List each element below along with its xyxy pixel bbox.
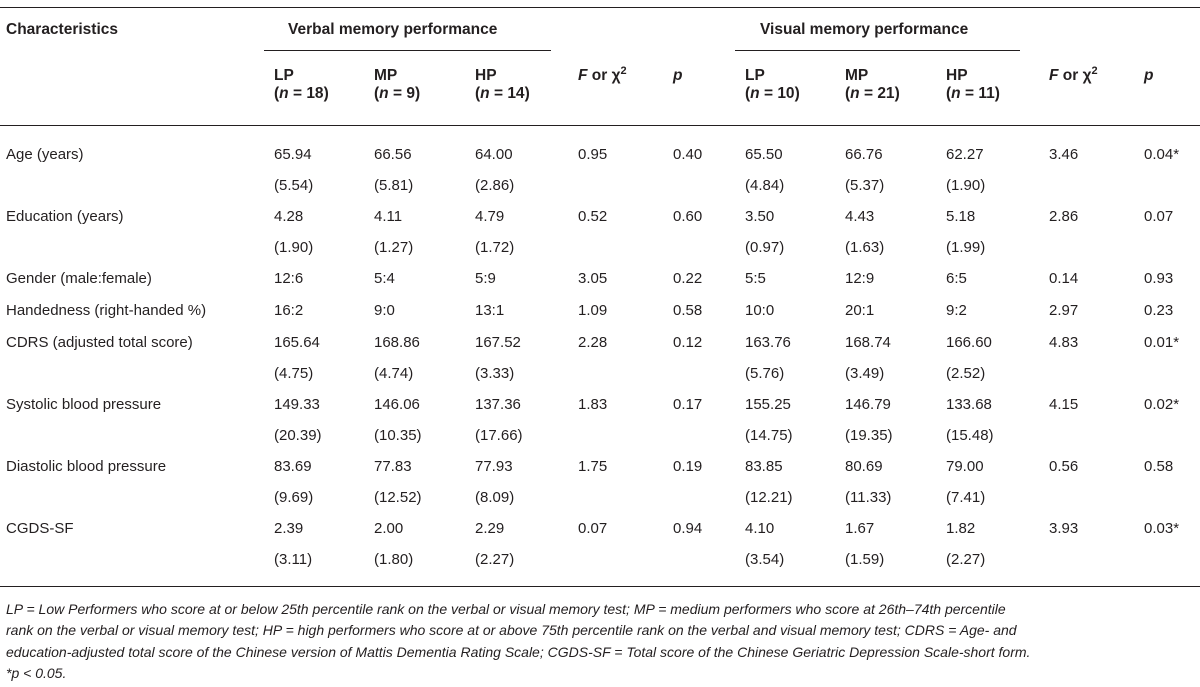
table-cell: 12:9 (845, 270, 875, 287)
table-cell-sd: (2.52) (946, 365, 986, 382)
table-cell-sd: (12.21) (745, 489, 793, 506)
table-cell-sd: (1.59) (845, 551, 885, 568)
table-cell: 0.22 (673, 270, 703, 287)
table-cell: 1.83 (578, 396, 608, 413)
table-cell-sd: (4.75) (274, 365, 314, 382)
table-cell: 6:5 (946, 270, 967, 287)
visual-group-header: Visual memory performance (760, 21, 969, 38)
table-cell: 64.00 (475, 146, 513, 163)
table-cell-sd: (0.97) (745, 239, 785, 256)
top-rule (0, 7, 1200, 8)
row-label: Age (years) (6, 146, 84, 163)
table-cell: 165.64 (274, 334, 320, 351)
table-cell-sd: (3.54) (745, 551, 785, 568)
table-bottom-rule (0, 586, 1200, 587)
table-cell: 3.50 (745, 208, 775, 225)
table-cell-sd: (1.27) (374, 239, 414, 256)
header-bottom-rule (0, 125, 1200, 126)
table-cell: 0.23 (1144, 302, 1174, 319)
table-cell: 0.94 (673, 520, 703, 537)
table-cell: 0.58 (1144, 458, 1174, 475)
table-cell-sd: (8.09) (475, 489, 515, 506)
table-cell: 0.93 (1144, 270, 1174, 287)
table-cell: 0.02* (1144, 396, 1180, 413)
table-cell-sd: (5.81) (374, 177, 414, 194)
table-cell: 2.28 (578, 334, 608, 351)
characteristics-header: Characteristics (6, 21, 119, 38)
table-cell: 4.28 (274, 208, 304, 225)
table-cell-sd: (3.11) (274, 551, 313, 568)
table-cell-sd: (15.48) (946, 427, 994, 444)
table-cell: 83.69 (274, 458, 312, 475)
table-cell-sd: (20.39) (274, 427, 322, 444)
table-cell: 167.52 (475, 334, 521, 351)
table-cell-sd: (11.33) (845, 489, 892, 506)
row-label: Handedness (right-handed %) (6, 302, 207, 319)
footnote-line: LP = Low Performers who score at or below 25th percentile rank on the verbal or visual memory test; MP = medium performers who score at 26th–74th percentile (6, 601, 1006, 617)
table-cell-sd: (1.90) (946, 177, 986, 194)
table-cell-sd: (5.76) (745, 365, 785, 382)
row-label: Education (years) (6, 208, 124, 225)
table-cell-sd: (5.37) (845, 177, 885, 194)
verbal-p-header: p (673, 67, 683, 84)
table-cell-sd: (5.54) (274, 177, 314, 194)
table-cell: 4.11 (374, 208, 403, 225)
table-cell: 0.14 (1049, 270, 1079, 287)
table-cell: 146.79 (845, 396, 891, 413)
visual-hp-header: HP (n = 11) (946, 67, 1000, 102)
table-cell: 1.75 (578, 458, 608, 475)
verbal-stat-header: F or $\chi^2$ (578, 65, 627, 84)
table-cell: 9:0 (374, 302, 395, 319)
footnote-line: rank on the verbal or visual memory test; HP = high performers who score at or above 75th percentile rank on the verbal and visual memory test; CDRS = Age- and (6, 622, 1017, 639)
table-cell-sd: (1.80) (374, 551, 414, 568)
table-cell-sd: (1.63) (845, 239, 885, 256)
table-cell-sd: (1.72) (475, 239, 515, 256)
table-cell: 2.86 (1049, 208, 1079, 225)
table-cell-sd: (2.86) (475, 177, 515, 194)
table-cell: 0.03* (1144, 520, 1180, 537)
table-cell: 4.43 (845, 208, 875, 225)
table-cell: 133.68 (946, 396, 992, 413)
row-label: Systolic blood pressure (6, 396, 162, 413)
table-cell: 1.67 (845, 520, 875, 537)
table-cell: 5.18 (946, 208, 976, 225)
table-cell-sd: (7.41) (946, 489, 986, 506)
footnote-line: *p < 0.05. (6, 664, 67, 681)
table-cell: 0.07 (578, 520, 608, 537)
table-cell: 149.33 (274, 396, 320, 413)
table-cell: 16:2 (274, 302, 304, 319)
row-label: CGDS-SF (6, 520, 74, 537)
row-label: Gender (male:female) (6, 270, 152, 287)
table-cell: 0.56 (1049, 458, 1079, 475)
table-cell-sd: (12.52) (374, 489, 422, 506)
table-cell: 77.83 (374, 458, 412, 475)
table-cell: 1.09 (578, 302, 608, 319)
table-cell-sd: (19.35) (845, 427, 893, 444)
table-cell: 2.00 (374, 520, 404, 537)
visual-stat-header: F or $\chi^2$ (1049, 65, 1098, 84)
table-cell: 4.79 (475, 208, 505, 225)
table-cell: 3.93 (1049, 520, 1079, 537)
table-cell-sd: (4.84) (745, 177, 785, 194)
table-cell: 5:5 (745, 270, 766, 287)
verbal-group-header: Verbal memory performance (288, 21, 498, 38)
table-cell: 3.46 (1049, 146, 1079, 163)
table-cell: 0.07 (1144, 208, 1174, 225)
table-cell: 80.69 (845, 458, 883, 475)
table-cell: 4.15 (1049, 396, 1079, 413)
table-cell: 0.04* (1144, 146, 1180, 163)
table-cell: 12:6 (274, 270, 304, 287)
table-cell: 66.56 (374, 146, 412, 163)
table-cell-sd: (1.90) (274, 239, 314, 256)
table-cell: 0.95 (578, 146, 608, 163)
verbal-mp-header: MP (n = 9) (374, 67, 421, 102)
table-cell: 2.97 (1049, 302, 1079, 319)
table-cell: 5:4 (374, 270, 395, 287)
table-cell: 1.82 (946, 520, 976, 537)
table-cell: 137.36 (475, 396, 521, 413)
table-cell: 77.93 (475, 458, 513, 475)
table-cell: 0.40 (673, 146, 703, 163)
table-cell: 0.01* (1144, 334, 1180, 351)
table-cell: 4.10 (745, 520, 775, 537)
table-cell-sd: (10.35) (374, 427, 422, 444)
row-label: CDRS (adjusted total score) (6, 334, 193, 351)
table-cell: 10:0 (745, 302, 775, 319)
visual-mp-header: MP (n = 21) (845, 67, 900, 102)
table-cell-sd: (1.99) (946, 239, 986, 256)
table-cell: 65.94 (274, 146, 312, 163)
visual-group-rule (735, 50, 1020, 51)
table-cell: 3.05 (578, 270, 608, 287)
table-cell: 0.17 (673, 396, 703, 413)
table-cell: 168.86 (374, 334, 420, 351)
table-cell: 20:1 (845, 302, 875, 319)
table-cell-sd: (4.74) (374, 365, 414, 382)
table-cell: 65.50 (745, 146, 783, 163)
table-cell: 9:2 (946, 302, 967, 319)
verbal-group-rule (264, 50, 551, 51)
table-cell: 163.76 (745, 334, 791, 351)
table-cell-sd: (9.69) (274, 489, 314, 506)
visual-p-header: p (1144, 67, 1154, 84)
table-cell: 5:9 (475, 270, 496, 287)
table-cell: 146.06 (374, 396, 420, 413)
row-label: Diastolic blood pressure (6, 458, 167, 475)
verbal-lp-header: LP (n = 18) (274, 67, 329, 102)
table-cell: 0.52 (578, 208, 608, 225)
table-cell: 66.76 (845, 146, 883, 163)
table-cell: 0.19 (673, 458, 703, 475)
table-cell: 79.00 (946, 458, 984, 475)
table-cell: 168.74 (845, 334, 891, 351)
table-cell: 155.25 (745, 396, 791, 413)
table-cell-sd: (2.27) (946, 551, 986, 568)
table-cell: 0.12 (673, 334, 703, 351)
table-cell-sd: (3.33) (475, 365, 515, 382)
table-cell: 166.60 (946, 334, 992, 351)
table-cell-sd: (14.75) (745, 427, 793, 444)
table-footnote (6, 599, 1196, 684)
table-cell-sd: (3.49) (845, 365, 885, 382)
verbal-hp-header: HP (n = 14) (475, 67, 530, 102)
table-cell: 2.29 (475, 520, 505, 537)
visual-lp-header: LP (n = 10) (745, 67, 800, 102)
table-cell: 13:1 (475, 302, 505, 319)
table-cell: 0.60 (673, 208, 703, 225)
table-cell: 4.83 (1049, 334, 1079, 351)
footnote-line: education-adjusted total score of the Chinese version of Mattis Dementia Rating Scale; CGDS-SF = Total score of the Chinese Geriatric Depression Scale-short form. (6, 643, 1031, 660)
table-cell-sd: (17.66) (475, 427, 523, 444)
table-cell: 83.85 (745, 458, 783, 475)
table-cell: 2.39 (274, 520, 304, 537)
table-cell: 62.27 (946, 146, 984, 163)
table-cell-sd: (2.27) (475, 551, 515, 568)
table-cell: 0.58 (673, 302, 703, 319)
